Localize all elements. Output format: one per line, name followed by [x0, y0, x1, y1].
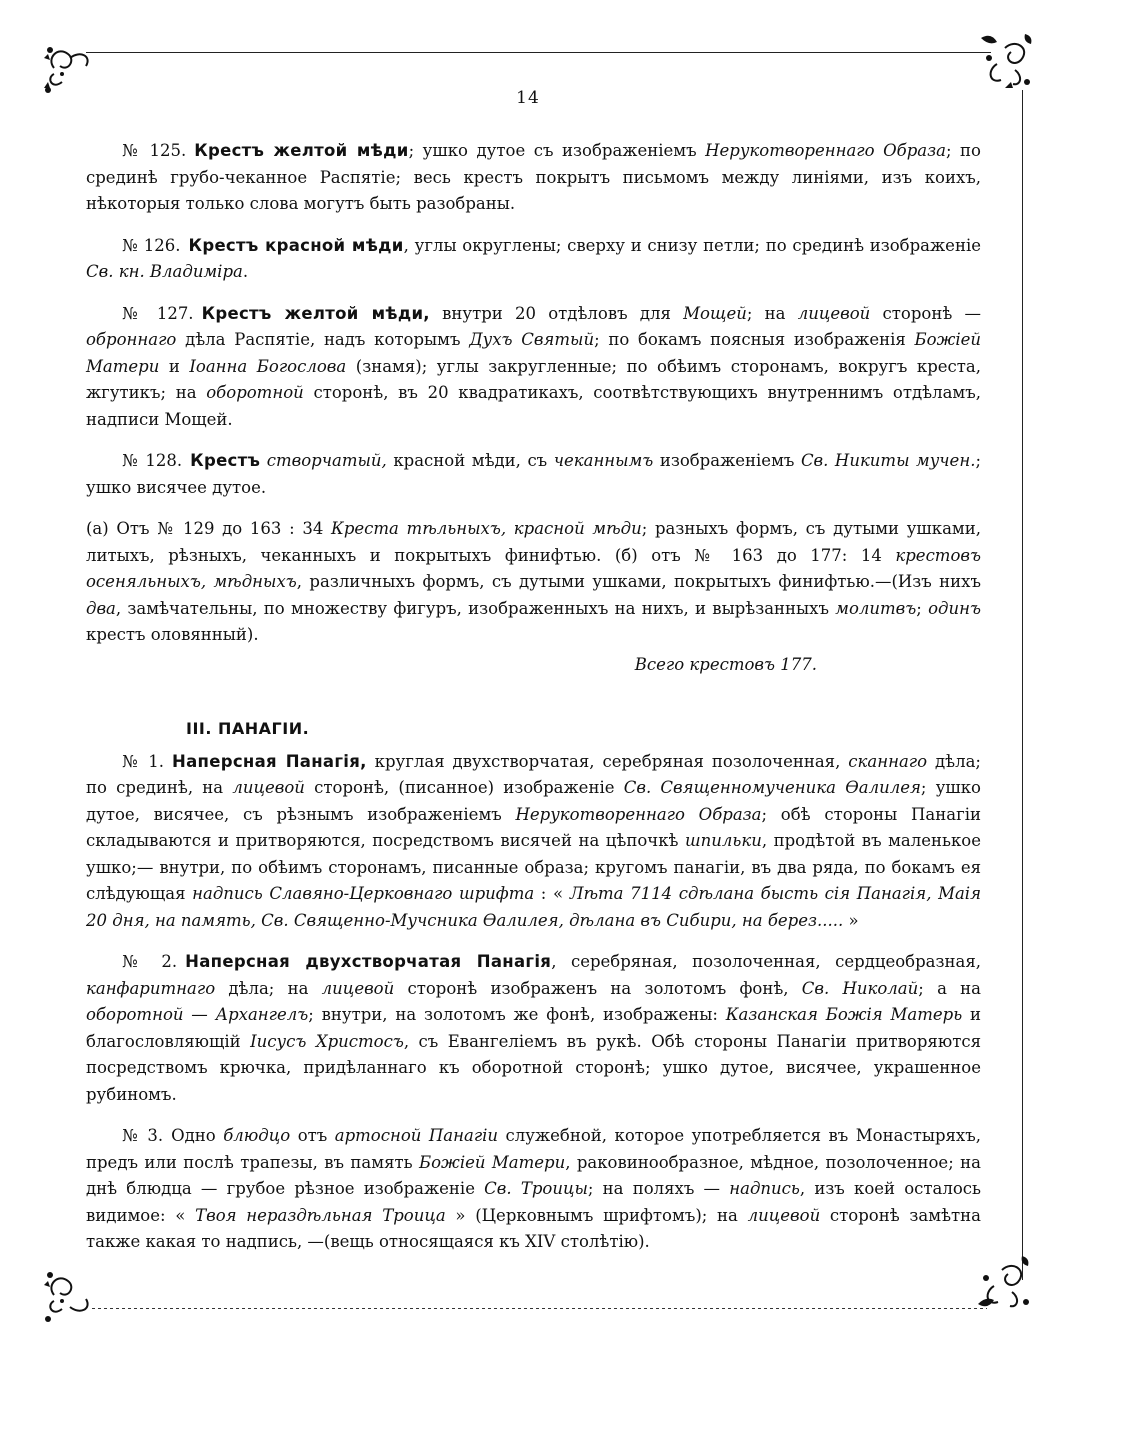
italic-run: Божіей Матери — [86, 330, 981, 376]
text-run: ; на — [746, 303, 798, 323]
italic-run: Іоанна Богослова — [189, 356, 347, 376]
italic-run: Іисусъ Христосъ — [250, 1031, 404, 1051]
italic-run: надпись Славяно-Церковнаго шрифта — [192, 884, 535, 903]
italic-run: Св. Священномученика Ѳалилея — [623, 778, 921, 797]
entry-title: Крестъ красной мѣди — [188, 235, 404, 255]
text-run: , раковинообразное, мѣдное, позолоченное; на днѣ блюдца — грубое рѣзное изображеніе — [86, 1152, 981, 1198]
italic-run: молитвъ — [835, 598, 917, 618]
text-run: внутри 20 отдѣловъ для — [429, 303, 684, 323]
text-run: » (Церковнымъ шрифтомъ); на — [445, 1205, 748, 1225]
italic-run: лицевой — [232, 778, 305, 797]
text-run: сторонѣ, въ 20 квадратикахъ, соотвѣтствующихъ внутреннимъ отдѣламъ, надписи Мощей. — [86, 383, 981, 429]
italic-run: Нерукотвореннаго Образа — [705, 141, 946, 160]
entry-title: Крестъ желтой мѣди — [194, 141, 409, 160]
italic-run: шпильки — [684, 831, 762, 850]
entry-number: № 126. — [122, 235, 181, 255]
text-run: (знамя); углы закругленные; по обѣимъ сторонамъ, вокругъ креста, жгутикъ; на — [86, 356, 981, 402]
text-run: , изъ коей осталось видимое: « — [86, 1179, 981, 1225]
italic-run: Св. Николай — [801, 978, 919, 998]
entry-128 — [86, 448, 981, 501]
italic-run: блюдцо — [223, 1126, 291, 1145]
italic-run: сканнаго — [848, 751, 928, 771]
italic-run: два — [86, 598, 116, 618]
text-run: отъ — [290, 1126, 335, 1145]
italic-run: канфаритнаго — [86, 978, 216, 998]
text-run: , различныхъ формъ, съ дутыми ушками, покрытыхъ финифтью.—(Изъ нихъ — [296, 572, 981, 591]
text-run: ; обѣ стороны Панагіи складываются и притворяются, посредствомъ висячей на цѣпочкѣ — [86, 804, 981, 850]
text-run: дѣла; на — [215, 978, 322, 998]
italic-run: лицевой — [797, 303, 871, 323]
italic-run: Мощей — [683, 303, 747, 323]
text-run: крестъ оловянный). — [86, 625, 259, 644]
text-run: сторонѣ — — [870, 303, 981, 323]
italic-run: Лѣта 7114 сдѣлана бысть сія Панагія, Маія 20 дня, на память, Св. Священно-Мучсника Ѳалилея, дѣлана въ Сибири, на берез..... — [86, 884, 982, 930]
italic-run: Божіей Матери — [419, 1152, 566, 1172]
italic-run: Нерукотвореннаго Образа — [515, 804, 762, 824]
entry-title: Крестъ — [190, 451, 261, 470]
text-run: сторонѣ, (писанное) изображеніе — [304, 778, 624, 797]
italic-run: крестовъ осеняльныхъ, мѣдныхъ — [86, 545, 981, 591]
entry-number: № 1. — [122, 751, 164, 771]
text-run: ; ушко дутое съ изображеніемъ — [408, 141, 706, 160]
entry-number: № 128. — [122, 451, 183, 470]
text-run: , продѣтой въ маленькое ушко;— внутри, по обѣимъ сторонамъ, писанные образа; кругомъ панагіи, въ два ряда, по бокамъ ея слѣдующая — [86, 831, 981, 903]
text-run: и благословляющій — [86, 1005, 981, 1051]
italic-run: надпись — [729, 1179, 800, 1198]
text-run: Одно — [171, 1126, 224, 1145]
italic-run: оброннаго — [86, 330, 177, 349]
entry-127 — [86, 301, 981, 434]
frame-right-line — [1022, 90, 1023, 1280]
text-run: и — [159, 356, 190, 376]
entry-title: Наперсная Панагія, — [172, 751, 367, 771]
corner-ornament-top-right-icon — [975, 30, 1037, 92]
text-run: круглая двухстворчатая, серебряная позолоченная, — [366, 751, 849, 771]
text-run: ; на поляхъ — — [587, 1179, 730, 1198]
section-title: III. ПАНАГІИ. — [186, 719, 310, 738]
italic-run: Св. кн. Владиміра — [86, 262, 243, 281]
corner-ornament-bottom-right-icon — [972, 1252, 1034, 1314]
italic-run: створчатый, — [260, 451, 387, 470]
text-run: (а) Отъ № 129 до 163 : 34 — [86, 519, 332, 538]
text-run: ; ушко висячее дутое. — [86, 451, 981, 497]
italic-run: лицевой — [321, 978, 395, 998]
entry-number: № 127. — [122, 303, 194, 323]
text-run: , замѣчательны, по множеству фигуръ, изображенныхъ на нихъ, и вырѣзанныхъ — [115, 598, 836, 618]
italic-run: оборотной — [206, 383, 304, 402]
text-run: , съ Евангеліемъ въ рукѣ. Обѣ стороны Панагіи притворяются посредствомъ крючка, придѣланнаго къ оборотной сторонѣ; ушко дутое, висячее, украшенное рубиномъ. — [86, 1031, 981, 1104]
page-number: 14 — [516, 88, 540, 108]
italic-run: одинъ — [928, 598, 981, 618]
entry-number: № 3. — [122, 1126, 164, 1145]
frame-bottom-line — [92, 1308, 987, 1309]
italic-run: оборотной — Архангелъ — [86, 1005, 309, 1024]
text-run: изображеніемъ — [653, 451, 801, 470]
text-run: ; разныхъ формъ, съ дутыми ушками, литыхъ, рѣзныхъ, чеканныхъ и покрытыхъ финифтью. (б) отъ № 163 до 177: 14 — [86, 519, 981, 565]
italic-run: Духъ Святый — [469, 330, 595, 349]
entry-title: Крестъ желтой мѣди, — [201, 303, 430, 323]
italic-run: артосной Панагіи — [334, 1126, 499, 1145]
text-run: красной мѣди, съ — [386, 451, 554, 470]
frame-top-line — [86, 52, 991, 53]
text-run: дѣла Распятіе, надъ которымъ — [176, 330, 470, 349]
italic-run: Креста тѣльныхъ, красной мѣди — [331, 519, 642, 538]
text-run: сторонѣ замѣтна также какая то надпись, —(вещь относящаяся къ XIV столѣтію). — [86, 1205, 981, 1251]
italic-run: лицевой — [747, 1205, 821, 1225]
entry-number: № 2. — [122, 952, 178, 971]
text-run: служебной, которое употребляется въ Монастыряхъ, предъ или послѣ трапезы, въ память — [86, 1126, 981, 1172]
text-run: ; по срединѣ грубо-чеканное Распятіе; весь крестъ покрытъ письмомъ между линіями, изъ коихъ, нѣкоторыя только слова могутъ быть разобраны. — [86, 141, 981, 213]
italic-run: Св. Никиты мучен. — [800, 451, 976, 470]
text-run: ; ушко дутое, висячее, съ рѣзнымъ изображеніемъ — [86, 778, 981, 824]
entry-126 — [86, 233, 981, 286]
entry-125 — [86, 138, 981, 218]
crosses-summary — [86, 516, 981, 649]
text-run: . — [242, 262, 249, 281]
text-run: ; — [916, 598, 929, 618]
crosses-total: Всего крестовъ 177. — [634, 654, 817, 674]
italic-run: Казанская Божія Матерь — [725, 1005, 963, 1024]
text-run: ; по бокамъ поясныя изображенія — [594, 330, 915, 349]
panagia-1 — [86, 749, 981, 935]
panagia-3 — [86, 1123, 981, 1256]
text-run: , серебряная, позолоченная, сердцеобразная, — [551, 952, 981, 971]
text-run: » — [843, 910, 859, 930]
text-run: ; а на — [918, 978, 981, 998]
italic-run: Твоя нераздѣльная Троица — [195, 1205, 446, 1225]
text-run: сторонѣ изображенъ на золотомъ фонѣ, — [394, 978, 802, 998]
panagia-2 — [86, 949, 981, 1108]
entry-title: Наперсная двухстворчатая Панагія — [185, 952, 552, 971]
text-run: дѣла; по срединѣ, на — [86, 751, 981, 797]
page-body — [86, 138, 981, 1271]
italic-run: Св. Троицы — [484, 1179, 588, 1198]
text-run: , углы округлены; сверху и снизу петли; по срединѣ изображеніе — [403, 235, 981, 255]
entry-number: № 125. — [122, 141, 187, 160]
text-run: ; внутри, на золотомъ же фонѣ, изображены: — [308, 1005, 726, 1024]
corner-ornament-bottom-left-icon — [40, 1265, 102, 1327]
italic-run: чеканнымъ — [553, 451, 654, 470]
text-run: : « — [534, 884, 564, 903]
